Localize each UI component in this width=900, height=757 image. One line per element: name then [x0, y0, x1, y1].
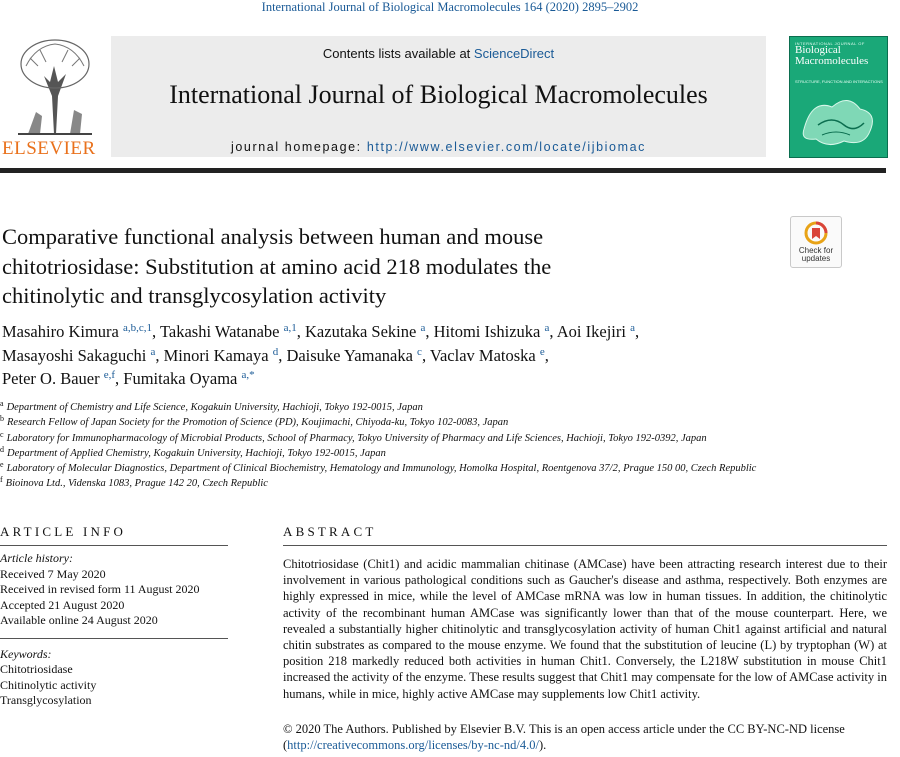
author-name[interactable]: Aoi Ikejiri: [556, 322, 626, 341]
article-info-rule: [0, 545, 228, 546]
cover-title: Biological Macromolecules: [795, 44, 869, 67]
title-line: chitinolytic and transglycosylation activity: [2, 283, 387, 308]
author-name[interactable]: Hitomi Ishizuka: [433, 322, 541, 341]
contents-prefix: Contents lists available at: [322, 46, 471, 61]
affiliation-key: a: [0, 399, 4, 408]
affiliation-key: e: [0, 460, 4, 470]
author-name[interactable]: Minori Kamaya: [163, 345, 269, 365]
keywords-label: Keywords:: [0, 646, 52, 661]
article-title: [2, 222, 702, 311]
affiliation-text: Research Fellow of Japan Society for the Promotion of Science (PD), Koujimachi, Chiyoda-ku, Tokyo 102-0083, Japan: [7, 417, 509, 429]
author-affil-marker[interactable]: a,b,c,1: [122, 322, 152, 334]
affiliation-item: [0, 415, 880, 430]
author-line: Peter O. Bauer $^{e,f}$, Fumitaka Oyama $^{a,*}$: [2, 369, 255, 388]
copyright-text: © 2020 The Authors. Published by Elsevier B.V. This is an open access article under the CC BY-NC-ND license (: [283, 722, 845, 753]
author-name[interactable]: Masahiro Kimura: [2, 322, 119, 341]
abstract-rule: [283, 545, 887, 546]
article-info-heading: ARTICLE INFO: [0, 524, 127, 539]
affiliation-text: Laboratory of Molecular Diagnostics, Department of Clinical Biochemistry, Hematology and Immunology, Homolka Hospital, Roentgenova 37/2, Prague 150 00, Czech Republic: [6, 463, 757, 475]
check-updates-line: updates: [801, 254, 831, 263]
author-affil-marker[interactable]: e: [539, 345, 545, 358]
author-list: [2, 320, 882, 391]
affiliation-text: Bioinova Ltd., Videnska 1083, Prague 142 20, Czech Republic: [5, 478, 268, 490]
affiliation-item: [0, 431, 880, 446]
author-name[interactable]: Masayoshi Sakaguchi: [2, 345, 147, 365]
article-info: [0, 551, 230, 709]
author-affil-marker[interactable]: a,*: [241, 369, 255, 381]
journal-cover[interactable]: [789, 36, 888, 158]
history-item: Received in revised form 11 August 2020: [0, 582, 200, 596]
author-name[interactable]: Takashi Watanabe: [159, 322, 280, 341]
history-item: Available online 24 August 2020: [0, 613, 158, 627]
elsevier-wordmark: ELSEVIER: [2, 138, 96, 159]
check-updates-icon: [804, 221, 828, 245]
history-item: Received 7 May 2020: [0, 566, 106, 581]
license-link[interactable]: http://creativecommons.org/licenses/by-nc-nd/4.0/: [287, 738, 539, 753]
author-affil-marker[interactable]: a: [150, 345, 156, 358]
check-for-updates-button[interactable]: [790, 216, 842, 268]
sciencedirect-link[interactable]: ScienceDirect: [473, 46, 555, 61]
author-affil-marker[interactable]: d: [272, 345, 279, 358]
affiliation-text: Laboratory for Immunopharmacology of Microbial Products, School of Pharmacy, Tokyo University of Pharmacy and Life Sciences, Hachioji, Tokyo 192-0392, Japan: [6, 432, 707, 444]
affiliation-item: [0, 476, 880, 491]
homepage-line: [111, 140, 766, 154]
affiliation-key: f: [0, 475, 3, 485]
keywords-rule: [0, 638, 228, 639]
author-affil-marker[interactable]: a: [544, 322, 550, 334]
affiliation-text: Department of Chemistry and Life Science, Kogakuin University, Hachioji, Tokyo 192-0015, Japan: [6, 402, 423, 413]
author-affil-marker[interactable]: e,f: [103, 369, 116, 381]
homepage-prefix: journal homepage:: [231, 140, 362, 154]
affiliation-key: c: [0, 429, 4, 439]
affiliation-key: b: [0, 414, 4, 424]
author-affil-marker[interactable]: c: [417, 345, 422, 358]
author-affil-marker[interactable]: a: [630, 322, 635, 334]
affiliation-text: Department of Applied Chemistry, Kogakuin University, Hachioji, Tokyo 192-0015, Japan: [7, 447, 386, 459]
author-name[interactable]: Kazutaka Sekine: [305, 322, 417, 341]
homepage-link[interactable]: http://www.elsevier.com/locate/ijbiomac: [366, 140, 646, 154]
check-updates-label: [791, 247, 841, 263]
journal-citation[interactable]: [0, 0, 900, 14]
abstract-heading: ABSTRACT: [283, 524, 377, 539]
keyword-item: Chitotriosidase: [0, 662, 73, 676]
author-line: Masayoshi Sakaguchi $^a$, Minori Kamaya $^d$, Daisuke Yamanaka $^c$, Vaclav Matoska $^e$,: [2, 345, 549, 365]
affiliation-item: [0, 400, 880, 415]
elsevier-tree-icon: [16, 36, 94, 136]
header-rule: [0, 168, 886, 173]
journal-header: [111, 36, 766, 157]
copyright-notice: [283, 721, 887, 753]
history-item: Accepted 21 August 2020: [0, 597, 125, 612]
check-updates-line: Check for: [798, 246, 834, 255]
affiliation-item: [0, 446, 880, 461]
copyright-end: ).: [538, 738, 547, 753]
title-line: chitotriosidase: Substitution at amino acid 218 modulates the: [2, 253, 552, 279]
author-name[interactable]: Daisuke Yamanaka: [286, 345, 413, 365]
affiliation-item: [0, 461, 880, 476]
journal-title[interactable]: International Journal of Biological Macromolecules: [169, 80, 708, 109]
author-name[interactable]: Fumitaka Oyama: [123, 369, 238, 388]
author-name[interactable]: Vaclav Matoska: [429, 345, 536, 365]
cover-top-text: INTERNATIONAL JOURNAL OF: [795, 41, 865, 46]
author-affil-marker[interactable]: a,1: [283, 322, 297, 334]
affiliation-list: [0, 400, 880, 492]
abstract-text: Chitotriosidase (Chit1) and acidic mammalian chitinase (AMCase) have been attracting research interest due to their involvement in various pathological conditions such as Gaucher's disease and asthma, respectively. Both enzymes are highly expressed in mice, while the level of AMCase mRNA was low in human tissues. In addition, the chitinolytic activity of the recombinant human AMCase was significantly lower than that of the mouse counterpart. Here, we revealed a substantially higher chitinolytic and transglycosylation activity of human Chit1 against artificial and natural chitin substrates as compared to the mouse enzyme. We found that the substitution of leucine (L) by tryptophan (W) at position 218 markedly reduced both activities in human Chit1. Conversely, the L218W substitution in mouse Chit1 increased the activity of the enzyme. These results suggest that Chit1 may compensate for the low of AMCase activity in humans, while in mice, highly active AMCase may supplements low Chit1 activity.: [283, 557, 887, 701]
cover-subtitle: STRUCTURE, FUNCTION AND INTERACTIONS: [795, 79, 883, 84]
author-affil-marker[interactable]: a: [420, 322, 426, 334]
author-line: Masahiro Kimura $^{a,b,c,1}$, Takashi Watanabe $^{a,1}$, Kazutaka Sekine $^a$, Hitomi Ishizuka $^a$, Aoi Ikejiri $^a$,: [2, 322, 640, 341]
affiliation-key: d: [0, 444, 4, 454]
cover-molecule-icon: [798, 89, 880, 151]
keyword-item: Chitinolytic activity: [0, 677, 97, 692]
citation-link[interactable]: International Journal of Biological Macromolecules 164 (2020) 2895–2902: [261, 0, 639, 14]
title-line: Comparative functional analysis between human and mouse: [2, 224, 544, 249]
elsevier-logo[interactable]: [0, 36, 104, 158]
keyword-item: Transglycosylation: [0, 693, 92, 707]
author-name[interactable]: Peter O. Bauer: [2, 369, 100, 388]
contents-line: [111, 46, 766, 61]
history-label: Article history:: [0, 551, 73, 565]
